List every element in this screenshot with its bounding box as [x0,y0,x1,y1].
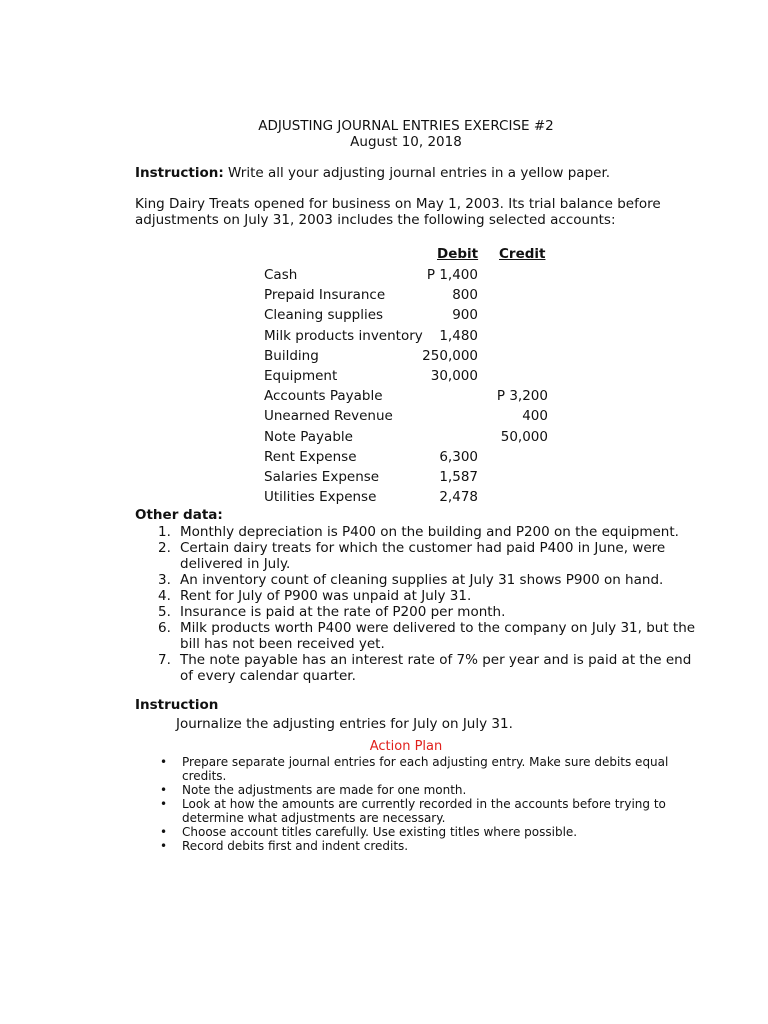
list-item [158,620,698,652]
account-name: Cleaning supplies [264,307,384,324]
debit-amount: 800 [452,287,478,304]
table-row [0,429,768,449]
list-item-text: Prepare separate journal entries for each adjusting entry. Make sure debits equal credits. [182,755,669,783]
credit-header: Credit [499,246,546,262]
instruction-label: Instruction: [135,165,224,181]
list-item [160,755,680,783]
list-item-text: Note the adjustments are made for one month. [182,783,467,797]
table-row [0,449,768,469]
action-plan-list [160,755,680,853]
instruction-paragraph [135,165,695,181]
table-row [0,328,768,348]
bullet-icon: • [160,839,168,853]
table-row [0,287,768,307]
account-name: Equipment [264,368,338,384]
list-item-text: The note payable has an interest rate of 7% per year and is paid at the end of every calendar quarter. [180,652,692,684]
list-item-text: Rent for July of P900 was unpaid at July 31. [180,588,472,604]
list-item-number: 6. [158,620,171,636]
list-item-number: 3. [158,572,171,588]
account-name: Building [264,347,319,364]
table-row [0,408,768,428]
credit-amount: P 3,200 [496,388,548,405]
list-item-text: Look at how the amounts are currently recorded in the accounts before trying to determine what adjustments are necessary. [182,797,666,825]
list-item [158,604,698,620]
list-item-number: 5. [158,604,171,620]
bullet-icon: • [160,797,168,811]
document-date: August 10, 2018 [350,134,462,150]
list-item [160,839,680,853]
debit-amount: P 1,400 [426,267,478,283]
account-name: Rent Expense [264,448,357,465]
list-item-text: Insurance is paid at the rate of P200 per month. [180,604,506,620]
table-row [0,348,768,368]
list-item [160,797,680,825]
bullet-icon: • [160,825,168,839]
intro-paragraph: King Dairy Treats opened for business on May 1, 2003. Its trial balance before adjustments on July 31, 2003 includes the following selected accounts: [135,196,661,228]
list-item [158,524,698,540]
table-row [0,368,768,388]
list-item-text: Monthly depreciation is P400 on the building and P200 on the equipment. [180,524,679,540]
other-data-list [158,524,698,684]
list-item-text: Choose account titles carefully. Use existing titles where possible. [182,825,578,839]
account-name: Accounts Payable [264,388,383,405]
list-item-number: 1. [158,524,171,540]
other-data-title: Other data: [135,507,223,523]
credit-amount: 50,000 [500,428,548,445]
table-row [0,489,768,509]
list-item [158,572,698,588]
table-row [0,388,768,408]
credit-amount: 400 [522,408,548,425]
list-item [158,540,698,572]
debit-amount: 1,480 [439,327,478,344]
instruction2-text: Journalize the adjusting entries for July on July 31. [176,716,513,732]
instruction-text: Write all your adjusting journal entries in a yellow paper. [223,165,611,181]
debit-amount: 1,587 [439,469,478,485]
account-name: Cash [264,267,298,283]
account-name: Note Payable [264,428,353,445]
list-item [158,588,698,604]
list-item-text: Milk products worth P400 were delivered to the company on July 31, but the bill has not been received yet. [180,620,696,652]
list-item-number: 2. [158,540,171,556]
account-name: Unearned Revenue [264,408,393,425]
list-item-text: Certain dairy treats for which the customer had paid P400 in June, were delivered in July. [180,540,666,572]
debit-header: Debit [437,246,479,262]
account-name: Milk products inventory [264,327,423,344]
bullet-icon: • [160,755,168,769]
table-row [0,469,768,489]
table-row [0,267,768,287]
account-name: Salaries Expense [264,469,380,485]
list-item-text: Record debits first and indent credits. [182,839,409,853]
list-item [160,783,680,797]
document-title: ADJUSTING JOURNAL ENTRIES EXERCISE #2 [258,118,554,134]
debit-amount: 30,000 [430,368,478,384]
debit-amount: 250,000 [422,347,478,364]
debit-amount: 900 [452,307,478,324]
list-item-number: 7. [158,652,171,668]
instruction2-label: Instruction [135,697,219,713]
list-item-text: An inventory count of cleaning supplies at July 31 shows P900 on hand. [180,572,664,588]
account-name: Utilities Expense [264,489,377,506]
action-plan-title: Action Plan [369,739,443,754]
list-item [160,825,680,839]
list-item-number: 4. [158,588,171,604]
bullet-icon: • [160,783,168,797]
table-row [0,307,768,327]
debit-amount: 6,300 [439,448,478,465]
list-item [158,652,698,684]
account-name: Prepaid Insurance [264,287,386,304]
debit-amount: 2,478 [439,489,478,506]
